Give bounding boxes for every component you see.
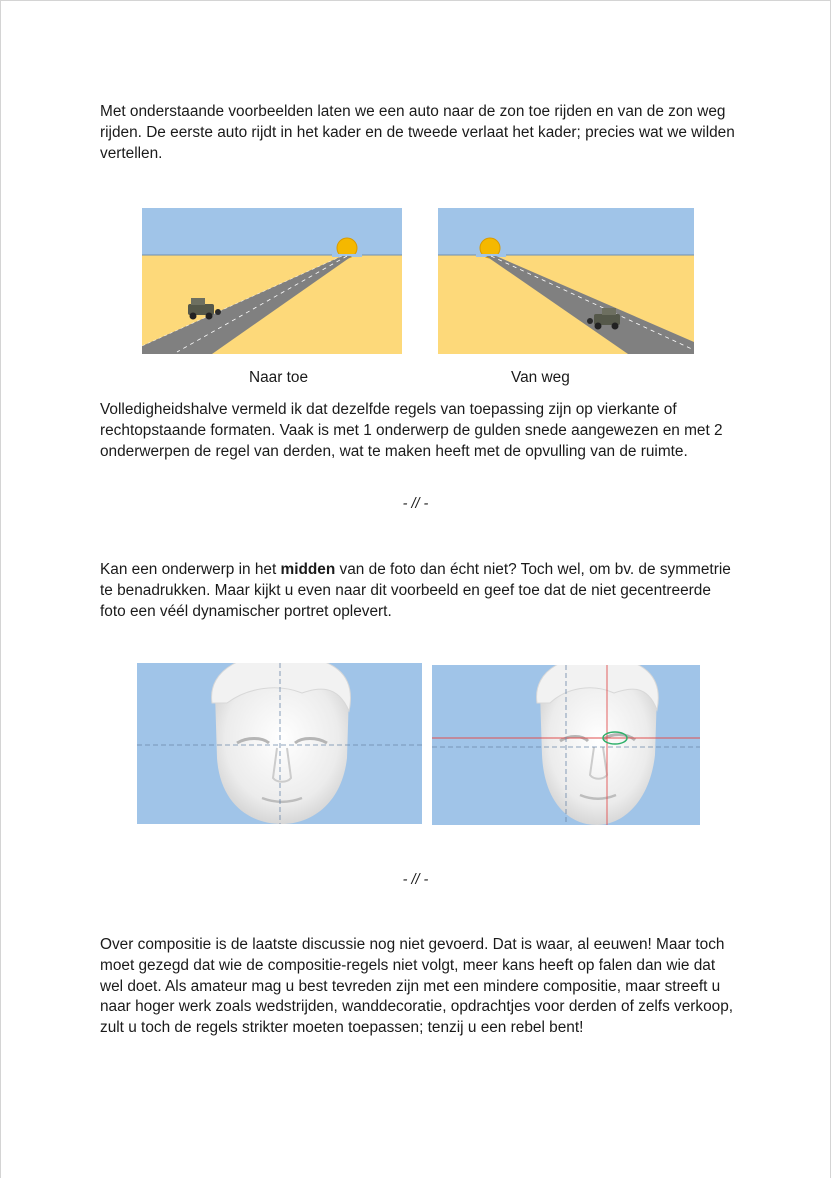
illustration-offcenter-portrait <box>432 665 700 825</box>
section-separator: - // - <box>402 496 429 512</box>
paragraph-formats: Volledigheidshalve vermeld ik dat dezelfde regels van toepassing zijn op vierkante of rechtopstaande formaten. Vaak is met 1 onderwerp de gulden snede aangewezen en met 2 onderwerpen de regel van derden, wat te maken heeft met de opvulling van de ruimte. <box>100 401 723 460</box>
caption-away: Van weg <box>511 369 570 386</box>
paragraph-conclusion: Over compositie is de laatste discussie nog niet gevoerd. Dat is waar, al eeuwen! Maar toch moet gezegd dat wie de compositie-regels niet volgt, meer kans heeft op falen dan wie dat wel doet. Als amateur mag u best tevreden zijn met een mindere compositie, maar streeft u naar hoger werk zoals wedstrijden, wanddecoratie, opdrachtjes voor derden of zelfs verkoop, zult u toch de regels strikter moeten toepassen; tenzij u een rebel bent! <box>100 936 734 1037</box>
illustration-car-away-from-sun <box>438 208 694 354</box>
section-separator-2: - // - <box>402 872 429 888</box>
paragraph-intro: Met onderstaande voorbeelden laten we een auto naar de zon toe rijden en van de zon weg rijden. De eerste auto rijdt in het kader en de tweede verlaat het kader; precies wat we wilden vertellen. <box>100 103 735 162</box>
face-icon <box>212 663 351 824</box>
sky <box>142 208 402 255</box>
emphasis-midden: midden <box>280 561 336 578</box>
illustration-car-toward-sun <box>142 208 402 354</box>
illustration-centered-portrait <box>137 663 422 824</box>
caption-toward: Naar toe <box>249 369 309 386</box>
paragraph-center: Kan een onderwerp in het midden van de foto dan écht niet? Toch wel, om bv. de symmetrie te benadrukken. Maar kijkt u even naar dit voorbeeld en geef toe dat de niet gecentreerde foto een véél dynamischer portret oplevert. <box>100 561 731 620</box>
sky <box>438 208 694 255</box>
